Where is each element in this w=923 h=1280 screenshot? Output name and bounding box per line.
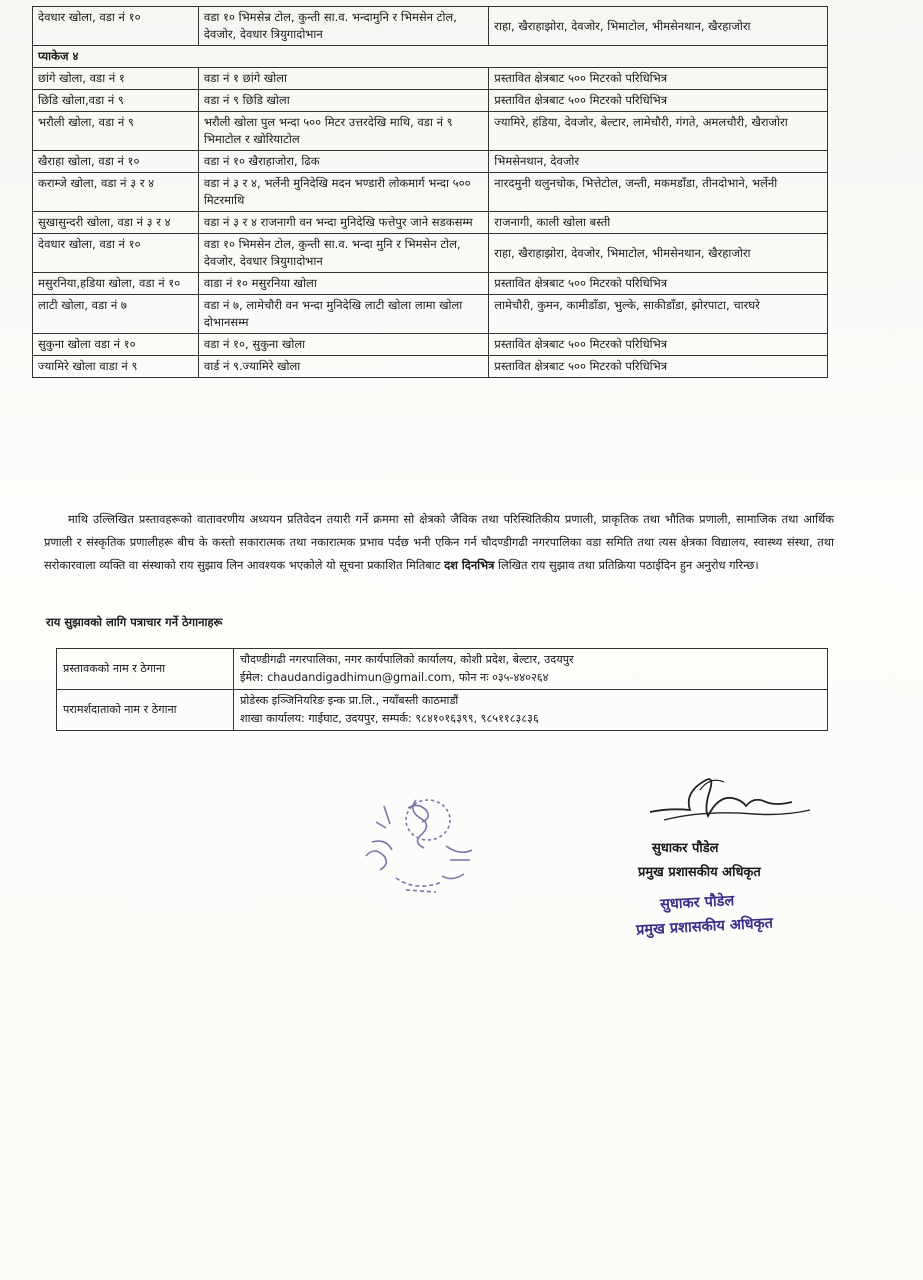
river-ward-cell: छिडि खोला,वडा नं ९ <box>33 90 199 112</box>
river-ward-cell: ज्यामिरे खोला वाडा नं ९ <box>33 356 199 378</box>
table-row <box>33 273 828 295</box>
table-row <box>33 295 828 334</box>
affected-area-cell: प्रस्तावित क्षेत्रबाट ५०० मिटरको परिधिभित्र <box>489 356 828 378</box>
address-row <box>57 690 828 731</box>
river-ward-cell: सुकुना खोला वडा नं १० <box>33 334 199 356</box>
table-row <box>33 151 828 173</box>
signatory-title: प्रमुख प्रशासकीय अधिकृत <box>638 865 761 880</box>
address-line: चौदण्डीगढी नगरपालिका, नगर कार्यपालिको कार्यालय, कोशी प्रदेश, बेल्टार, उदयपुर <box>240 653 574 666</box>
location-cell: वडा नं १०, सुकुना खोला <box>198 334 488 356</box>
river-ward-cell: देवधार खोला, वडा नं १० <box>33 234 199 273</box>
address-value <box>234 690 828 731</box>
address-key: परामर्शदाताको नाम र ठेगाना <box>57 690 234 731</box>
location-cell: वडा नं ७, लामेचौरी वन भन्दा मुनिदेखि लाटी खोला लामा खोला दोभानसम्म <box>198 295 488 334</box>
location-cell: वार्ड नं ९.ज्यामिरे खोला <box>198 356 488 378</box>
table-row <box>33 68 828 90</box>
address-value <box>234 649 828 690</box>
location-cell: वडा नं १ छांगे खोला <box>198 68 488 90</box>
location-cell: भरौली खोला पुल भन्दा ५०० मिटर उत्तरदेखि माथि, वडा नं ९ भिमाटोल र खोरियाटोल <box>198 112 488 151</box>
river-ward-cell: मसुरनिया,हडिया खोला, वडा नं १० <box>33 273 199 295</box>
river-ward-cell: लाटी खोला, वडा नं ७ <box>33 295 199 334</box>
signatory-name: सुधाकर पौडेल <box>652 841 719 856</box>
table-row <box>33 234 828 273</box>
package-label: प्याकेज ४ <box>33 46 828 68</box>
river-ward-cell: देवधार खोला, वडा नं १० <box>33 7 199 46</box>
river-ward-cell: भरौली खोला, वडा नं ९ <box>33 112 199 151</box>
notice-deadline: दश दिनभित्र <box>444 558 495 572</box>
address-row <box>57 649 828 690</box>
affected-area-cell: लामेचौरी, कुमन, कामीडाँडा, भुल्के, साकीडाँडा, झोरपाटा, चारघरे <box>489 295 828 334</box>
seal-title: प्रमुख प्रशासकीय अधिकृत <box>635 915 774 939</box>
location-cell: वडा नं ३ र ४ राजनागी वन भन्दा मुनिदेखि फत्तेपुर जाने सडकसम्म <box>198 212 488 234</box>
location-cell: वडा नं ३ र ४, भर्लेनी मुनिदेखि मदन भण्डारी लोकमार्ग भन्दा ५०० मिटरमाथि <box>198 173 488 212</box>
affected-area-cell: प्रस्तावित क्षेत्रबाट ५०० मिटरको परिधिभित्र <box>489 68 828 90</box>
affected-area-cell: भिमसेनथान, देवजोर <box>489 151 828 173</box>
package-row <box>33 46 828 68</box>
affected-area-cell: ज्यामिरे, हंडिया, देवजोर, बेल्टार, लामेचौरी, गंगते, अमलचौरी, खैराजोरा <box>489 112 828 151</box>
table-row <box>33 212 828 234</box>
affected-area-cell: प्रस्तावित क्षेत्रबाट ५०० मिटरको परिधिभित्र <box>489 90 828 112</box>
address-line: शाखा कार्यालय: गाईघाट, उदयपुर, सम्पर्क: ९८४१०१६३९९, ९८५११८३८३६ <box>240 712 539 725</box>
river-ward-cell: खैराहा खोला, वडा नं १० <box>33 151 199 173</box>
location-cell: वडा नं ९ छिडि खोला <box>198 90 488 112</box>
location-cell: वडा नं १० खैराहाजोरा, ढिक <box>198 151 488 173</box>
notice-text-after: लिखित राय सुझाव तथा प्रतिक्रिया पठाईदिन हुन अनुरोध गरिन्छ। <box>498 558 759 572</box>
table-row <box>33 112 828 151</box>
affected-area-cell: राजनागी, काली खोला बस्ती <box>489 212 828 234</box>
address-line: ईमेल: chaudandigadhimun@gmail.com, फोन नः ०३५-४४०२६४ <box>240 671 549 684</box>
affected-area-cell: राहा, खैराहाझोरा, देवजोर, भिमाटोल, भीमसेनथान, खैरहाजोरा <box>489 234 828 273</box>
river-ward-cell: कराम्जे खोला, वडा नं ३ र ४ <box>33 173 199 212</box>
address-key: प्रस्तावकको नाम र ठेगाना <box>57 649 234 690</box>
address-section-title: राय सुझावको लागि पत्राचार गर्ने ठेगानाहरू <box>46 615 223 629</box>
location-cell: वाडा नं १० मसुरनिया खोला <box>198 273 488 295</box>
municipality-stamp-icon <box>346 786 494 912</box>
affected-area-cell: राहा, खैराहाझोरा, देवजोर, भिमाटोल, भीमसेनथान, खैरहाजोरा <box>489 7 828 46</box>
location-cell: वडा १० भिमसेन्र टोल, कुन्ती सा.व. भन्दामुनि र भिमसेन टोल, देवजोर, देवधार त्रियुगादोभान <box>198 7 488 46</box>
address-table <box>56 648 828 731</box>
notice-text-before: माथि उल्लिखित प्रस्तावहरूको वातावरणीय अध्ययन प्रतिवेदन तयारी गर्ने क्रममा सो क्षेत्रको जैविक तथा परिस्थितिकीय प्रणाली, प्राकृतिक तथा भौतिक प्रणाली, सामाजिक तथा आर्थिक प्रणाली र संस्कृतिक प्रणालीहरू बीच के कस्तो सकारात्मक तथा नकारात्मक प्रभाव पर्दछ भनी एकिन गर्न चौदण्डीगढी नगरपालिका वडा समिति तथा त्यस क्षेत्रका विद्यालय, स्वास्थ्य संस्था, तथा सरोकारवाला व्यक्ति वा संस्थाको राय सुझाव लिन आवश्यक भएकोले यो सूचना प्रकाशित मितिबाट <box>44 512 834 572</box>
address-line: प्रोडेस्क इञ्जिनियरिङ इन्क प्रा.लि., नयाँबस्ती काठमाडौं <box>240 694 459 707</box>
project-table <box>32 6 828 378</box>
river-ward-cell: छांगे खोला, वडा नं १ <box>33 68 199 90</box>
table-row <box>33 173 828 212</box>
seal-name: सुधाकर पौडेल <box>659 893 735 913</box>
project-table-body <box>33 7 828 378</box>
affected-area-cell: प्रस्तावित क्षेत्रबाट ५०० मिटरको परिधिभित्र <box>489 334 828 356</box>
table-row <box>33 334 828 356</box>
table-row <box>33 356 828 378</box>
affected-area-cell: नारदमुनी थलुनचोक, भित्तेटोल, जन्ती, मकमडाँडा, तीनदोभाने, भर्लेनी <box>489 173 828 212</box>
table-row <box>33 7 828 46</box>
affected-area-cell: प्रस्तावित क्षेत्रबाट ५०० मिटरको परिधिभित्र <box>489 273 828 295</box>
notice-paragraph <box>44 508 834 577</box>
location-cell: वडा १० भिमसेन टोल, कुन्ती सा.व. भन्दा मुनि र भिमसेन टोल, देवजोर, देवधार त्रियुगादोभान <box>198 234 488 273</box>
table-row <box>33 90 828 112</box>
signature-icon <box>640 760 820 840</box>
river-ward-cell: सुखासुन्दरी खोला, वडा नं ३ र ४ <box>33 212 199 234</box>
